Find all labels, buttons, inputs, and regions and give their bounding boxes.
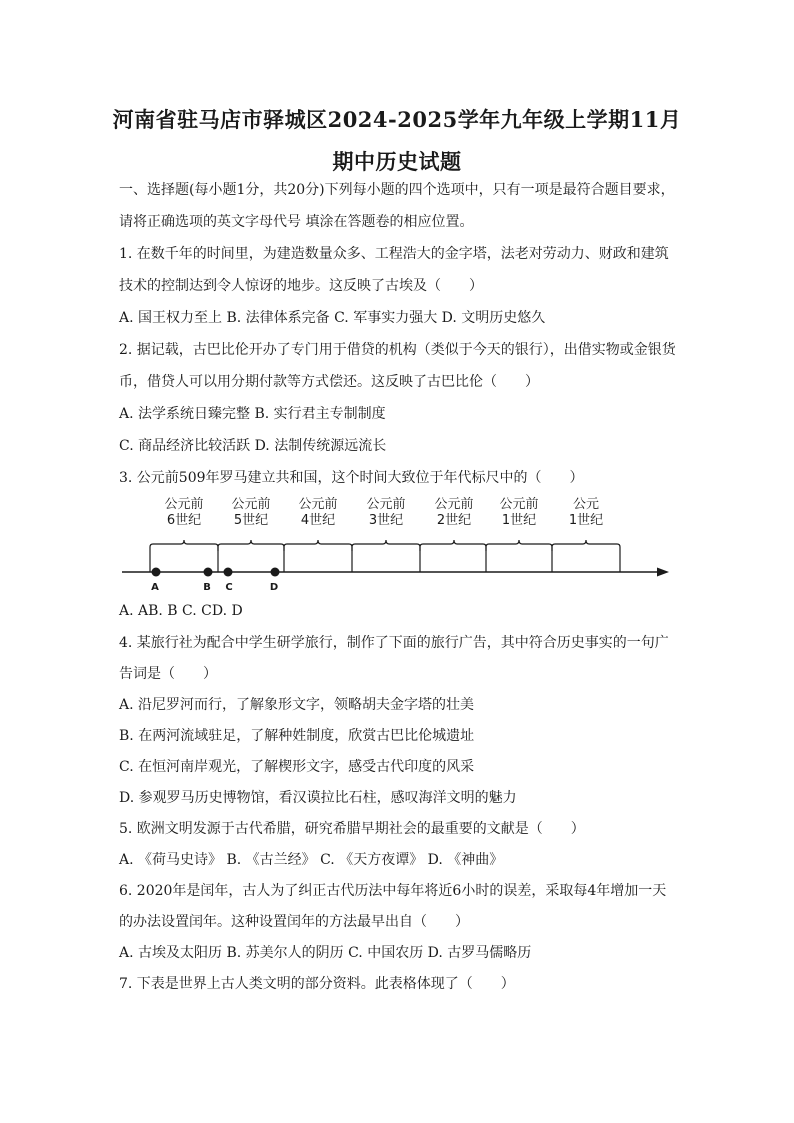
- question-6-stem: 的办法设置闰年。这种设置闰年的方法最早出自（ ）: [119, 914, 469, 930]
- question-4-option: B. 在两河流域驻足，了解种姓制度，欣赏古巴比伦城遗址: [119, 728, 475, 744]
- timeline-segment-labels: [164, 497, 603, 528]
- timeline-segment-label: 4世纪: [300, 513, 336, 528]
- question-4-stem: 告词是（ ）: [119, 666, 217, 682]
- timeline-svg: [118, 493, 678, 593]
- question-2-stem: 币，借贷人可以用分期付款等方式偿还。这反映了古巴比伦（ ）: [119, 374, 539, 390]
- timeline-braces: [150, 540, 620, 551]
- question-6-stem: 6. 2020年是闰年，古人为了纠正古代历法中每年将近6小时的误差，采取每4年增加一天: [119, 883, 667, 899]
- timeline-segment-label: 公元前: [298, 497, 338, 512]
- timeline-brace: [284, 540, 352, 551]
- timeline-segment-label: 3世纪: [368, 513, 404, 528]
- question-2-options: C. 商品经济比较活跃 D. 法制传统源远流长: [119, 438, 387, 454]
- timeline-segment-label: 公元前: [164, 497, 204, 512]
- timeline-segment-label: 2世纪: [436, 513, 472, 528]
- timeline-ticks: [150, 551, 620, 572]
- timeline-brace: [352, 540, 420, 551]
- question-3-options: A. AB. B C. CD. D: [119, 603, 243, 619]
- title-line-1: 河南省驻马店市驿城区2024-2025学年九年级上学期11月: [112, 107, 682, 132]
- section-instruction-line: 一、选择题(每小题1分，共20分)下列每小题的四个选项中，只有一项是最符合题目要求，: [119, 182, 675, 198]
- question-2-stem: 2. 据记载，古巴比伦开办了专门用于借贷的机构（类似于今天的银行），出借实物或金银货: [119, 342, 676, 358]
- question-4-option: D. 参观罗马历史博物馆，看汉谟拉比石柱，感叹海洋文明的魅力: [119, 790, 517, 806]
- timeline-segment-label: 公元: [572, 497, 600, 512]
- timeline-segment-label: 公元前: [434, 497, 474, 512]
- timeline-arrow-icon: [657, 568, 669, 577]
- timeline-segment-label: 公元前: [231, 497, 271, 512]
- question-4-option: C. 在恒河南岸观光，了解楔形文字，感受古代印度的风采: [119, 759, 475, 775]
- timeline-point-b: [204, 568, 213, 577]
- timeline-segment-label: 5世纪: [233, 513, 269, 528]
- question-1-options: A. 国王权力至上 B. 法律体系完备 C. 军事实力强大 D. 文明历史悠久: [119, 310, 546, 326]
- timeline-point-a: [152, 568, 161, 577]
- timeline-brace: [150, 540, 218, 551]
- question-4-stem: 4. 某旅行社为配合中学生研学旅行，制作了下面的旅行广告，其中符合历史事实的一句广: [119, 635, 669, 651]
- timeline-brace: [420, 540, 486, 551]
- timeline-figure: [118, 493, 678, 593]
- timeline-brace: [552, 540, 620, 551]
- question-3-stem: 3. 公元前509年罗马建立共和国，这个时间大致位于年代标尺中的（ ）: [119, 470, 584, 486]
- title-line-2: 期中历史试题: [332, 149, 462, 174]
- question-4-option: A. 沿尼罗河而行，了解象形文字，领略胡夫金字塔的壮美: [119, 697, 475, 713]
- timeline-brace: [218, 540, 284, 551]
- question-1-stem: 技术的控制达到令人惊讶的地步。这反映了古埃及（ ）: [119, 278, 483, 294]
- timeline-point-label: B: [203, 582, 211, 593]
- question-5-stem: 5. 欧洲文明发源于古代希腊，研究希腊早期社会的最重要的文献是（ ）: [119, 821, 585, 837]
- timeline-point-label: D: [269, 582, 279, 593]
- question-1-stem: 1. 在数千年的时间里，为建造数量众多、工程浩大的金字塔，法老对劳动力、财政和建筑: [119, 246, 669, 262]
- timeline-point-d: [271, 568, 280, 577]
- timeline-segment-label: 1世纪: [568, 513, 604, 528]
- timeline-segment-label: 公元前: [366, 497, 406, 512]
- question-7-stem: 7. 下表是世界上古人类文明的部分资料。此表格体现了（ ）: [119, 976, 515, 992]
- section-instruction-line: 请将正确选项的英文字母代号 填涂在答题卷的相应位置。: [119, 214, 474, 230]
- question-5-options: A. 《荷马史诗》 B. 《古兰经》 C. 《天方夜谭》 D. 《神曲》: [119, 852, 504, 868]
- question-6-options: A. 古埃及太阳历 B. 苏美尔人的阴历 C. 中国农历 D. 古罗马儒略历: [119, 945, 532, 961]
- timeline-point-label: A: [151, 582, 159, 593]
- timeline-segment-label: 1世纪: [501, 513, 537, 528]
- timeline-point-c: [224, 568, 233, 577]
- timeline-segment-label: 公元前: [499, 497, 539, 512]
- question-2-options: A. 法学系统日臻完整 B. 实行君主专制制度: [119, 406, 386, 422]
- timeline-point-label: C: [225, 582, 233, 593]
- timeline-segment-label: 6世纪: [166, 513, 202, 528]
- timeline-brace: [486, 540, 552, 551]
